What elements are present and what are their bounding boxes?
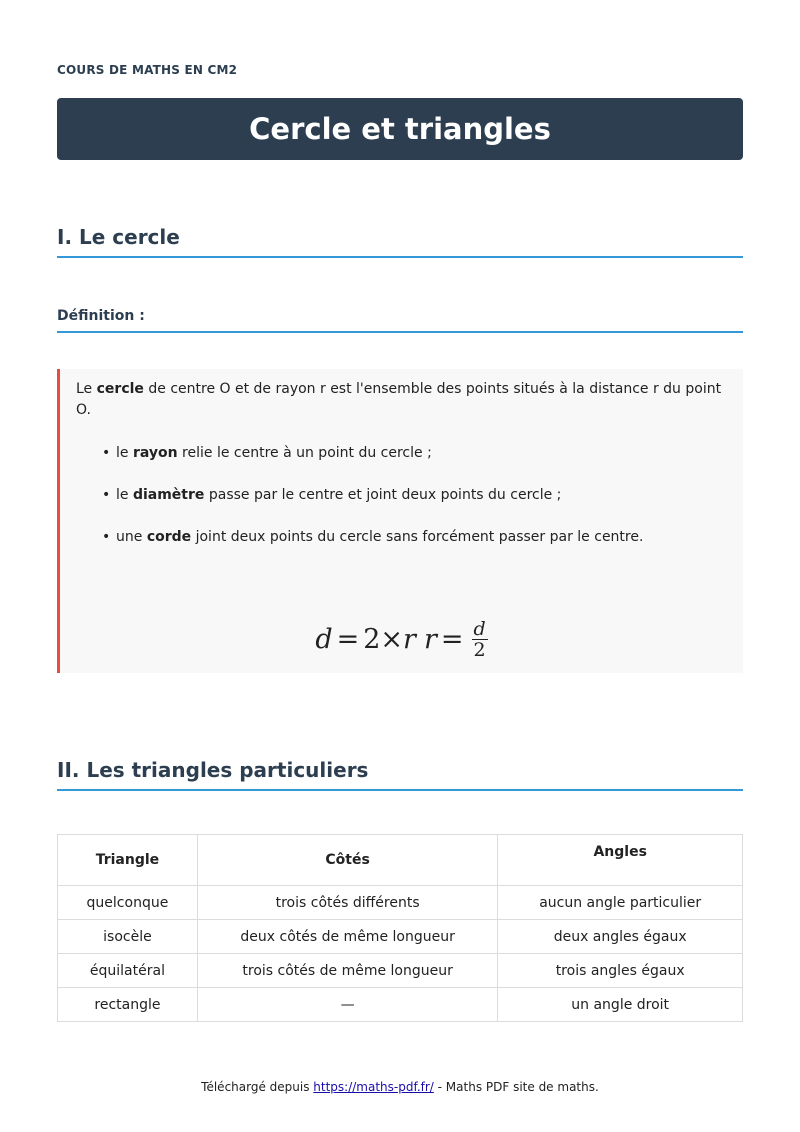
intro-text-before: Le xyxy=(76,381,97,397)
diameter-formula xyxy=(60,619,743,660)
fraction-denominator: 2 xyxy=(473,639,486,661)
table-cell: un angle droit xyxy=(498,988,743,1022)
intro-term-cercle: cercle xyxy=(96,381,144,397)
item-text-before: une xyxy=(116,529,147,545)
definition-box xyxy=(57,369,743,673)
item-term: corde xyxy=(146,529,192,545)
formula-d: d xyxy=(315,624,333,655)
table-cell: isocèle xyxy=(58,920,198,954)
list-item xyxy=(102,527,729,548)
column-header-angles: Angles xyxy=(498,835,743,886)
item-text-after: joint deux points du cercle sans forcément passer par le centre. xyxy=(191,529,644,545)
list-item xyxy=(102,485,729,506)
bullet-icon: • xyxy=(102,445,111,461)
table-cell: trois côtés de même longueur xyxy=(197,954,497,988)
formula-r-second: r xyxy=(423,624,437,655)
footer-text-before: Téléchargé depuis xyxy=(201,1080,314,1094)
table-cell: rectangle xyxy=(58,988,198,1022)
table-cell: trois angles égaux xyxy=(498,954,743,988)
section-heading-triangles: II. Les triangles particuliers xyxy=(57,758,743,791)
formula-equals-second: = xyxy=(440,624,464,655)
footer-link[interactable]: https://maths-pdf.fr/ xyxy=(313,1080,434,1094)
definition-intro xyxy=(76,379,729,421)
bullet-icon: • xyxy=(102,487,111,503)
formula-equals: = xyxy=(336,624,360,655)
triangles-table xyxy=(57,834,743,1022)
table-header-row xyxy=(58,835,743,886)
table-cell: quelconque xyxy=(58,886,198,920)
item-text-after: passe par le centre et joint deux points du cercle ; xyxy=(204,487,562,503)
formula-r: r xyxy=(403,624,416,655)
formula-fraction xyxy=(472,619,488,660)
item-text-before: le xyxy=(116,445,133,461)
formula-times: × xyxy=(380,624,404,655)
table-row xyxy=(58,988,743,1022)
table-cell: équilatéral xyxy=(58,954,198,988)
table-cell: trois côtés différents xyxy=(197,886,497,920)
definition-label: Définition : xyxy=(57,308,743,333)
table-row xyxy=(58,954,743,988)
table-row xyxy=(58,886,743,920)
list-item xyxy=(102,443,729,464)
table-cell: — xyxy=(197,988,497,1022)
fraction-numerator: d xyxy=(473,618,486,640)
column-header-triangle: Triangle xyxy=(58,835,198,886)
page-footer xyxy=(0,1080,800,1094)
page-title: Cercle et triangles xyxy=(249,112,551,146)
column-header-cotes: Côtés xyxy=(197,835,497,886)
table-cell: deux côtés de même longueur xyxy=(197,920,497,954)
item-text-before: le xyxy=(116,487,133,503)
title-banner xyxy=(57,98,743,160)
item-text-after: relie le centre à un point du cercle ; xyxy=(177,445,432,461)
course-kicker: COURS DE MATHS EN CM2 xyxy=(57,63,238,77)
formula-two: 2 xyxy=(363,624,381,655)
table-cell: aucun angle particulier xyxy=(498,886,743,920)
definition-list xyxy=(76,443,729,548)
footer-text-after: - Maths PDF site de maths. xyxy=(433,1080,599,1094)
section-heading-circle: I. Le cercle xyxy=(57,225,743,258)
item-term: rayon xyxy=(132,445,178,461)
item-term: diamètre xyxy=(132,487,205,503)
bullet-icon: • xyxy=(102,529,111,545)
table-cell: deux angles égaux xyxy=(498,920,743,954)
table-row xyxy=(58,920,743,954)
intro-text-after: de centre O et de rayon r est l'ensemble des points situés à la distance r du point O. xyxy=(76,381,722,418)
